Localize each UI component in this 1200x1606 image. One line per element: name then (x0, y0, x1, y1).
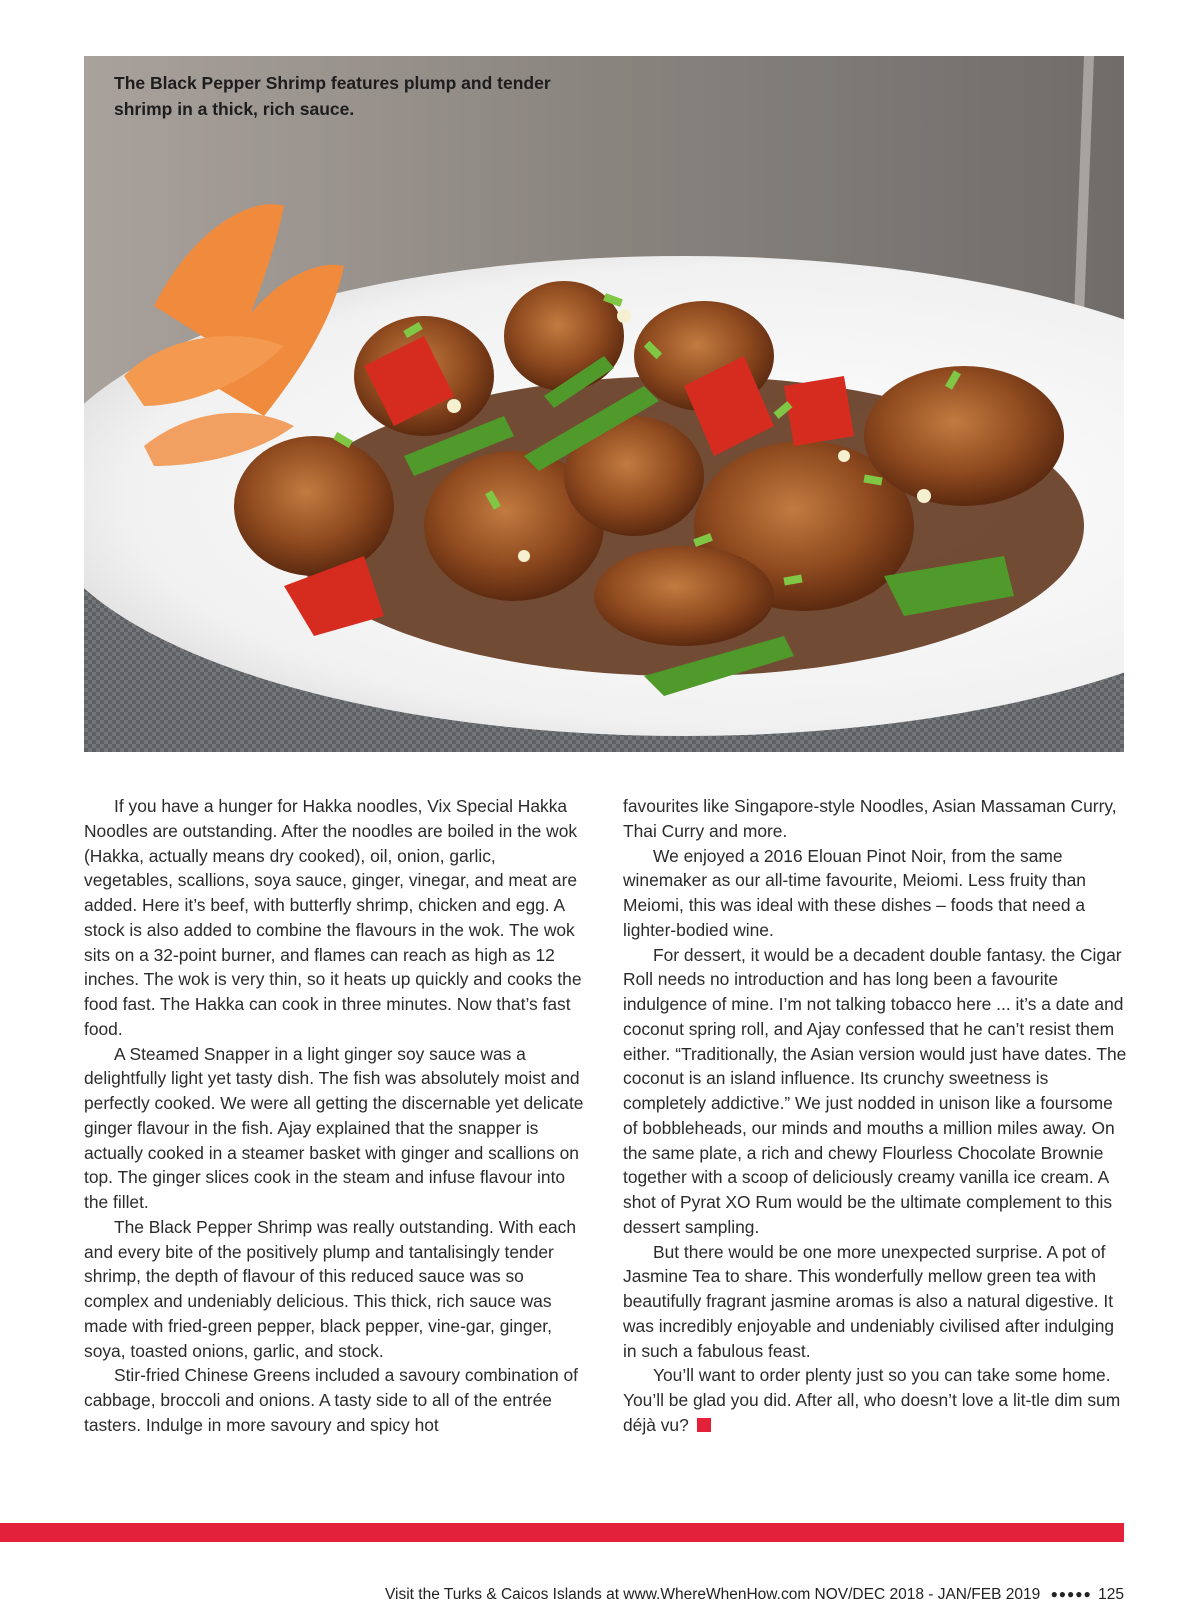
paragraph-wine: We enjoyed a 2016 Elouan Pinot Noir, from the same winemaker as our all-time favourite, Meiomi. Less fruity than Meiomi, this was ideal with these dishes – foods that need a lighter-bodied wine. (623, 845, 1086, 940)
paragraph-steamed-snapper: A Steamed Snapper in a light ginger soy sauce was a delightfully light yet tasty dish. The fish was absolutely moist and perfectly cooked. We were all getting the discernable yet delicate ginger flavour in the fish. Ajay explained that the snapper is actually cooked in a steamer basket with ginger and scallions on top. The ginger slices cook in the steam and infuse flavour into the fillet. (84, 1043, 584, 1212)
footer-dots-icon: ●●●●● (1050, 1587, 1092, 1601)
food-photo (84, 56, 1124, 752)
shrimp-dish-image (84, 56, 1124, 752)
page-number: 125 (1098, 1586, 1124, 1603)
paragraph-jasmine-tea: But there would be one more unexpected surprise. A pot of Jasmine Tea to share. This wonderfully mellow green tea with beautifully fragrant jasmine aromas is also a natural digestive. It was incredibly enjoyable and undeniably civilised after indulging in such a fabulous feast. (623, 1241, 1115, 1361)
closing-text: You’ll want to order plenty just so you can take some home. You’ll be glad you did. After all, who doesn’t love a lit-tle dim sum déjà vu? (623, 1365, 1121, 1435)
end-mark-icon (697, 1418, 711, 1432)
photo-caption: The Black Pepper Shrimp features plump and tender shrimp in a thick, rich sauce. (114, 73, 551, 119)
article-column-left (84, 794, 589, 1438)
paragraph-chinese-greens: Stir-fried Chinese Greens included a savoury combination of cabbage, broccoli and onions. A tasty side to all of the entrée tasters. Indulge in more savoury and spicy hot (84, 1365, 578, 1435)
paragraph-continuation: favourites like Singapore-style Noodles, Asian Massaman Curry, Thai Curry and more. (623, 796, 1117, 841)
paragraph-closing (623, 1363, 1128, 1437)
article-column-right (623, 794, 1128, 1438)
paragraph-hakka-noodles: If you have a hunger for Hakka noodles, Vix Special Hakka Noodles are outstanding. After the noodles are boiled in the wok (Hakka, actually means dry cooked), oil, onion, garlic, vegetables, scallions, soya sauce, ginger, vinegar, and meat are added. Here it’s beef, with butterfly shrimp, chicken and egg. A stock is also added to combine the flavours in the wok. The wok sits on a 32-point burner, and flames can reach as high as 12 inches. The wok is very thin, so it heats up quickly and cooks the food fast. The Hakka can cook in three minutes. Now that’s fast food. (84, 796, 582, 1039)
page-footer (385, 1584, 1124, 1605)
paragraph-dessert: For dessert, it would be a decadent double fantasy. the Cigar Roll needs no introduction and has long been a favourite indulgence of mine. I’m not talking tobacco here ... it’s a date and coconut spring roll, and Ajay confessed that he can’t resist them either. “Traditionally, the Asian version would just have dates. The coconut is an island influence. Its crunchy sweetness is completely addictive.” We just nodded in unison like a foursome of bobbleheads, our minds and mouths a million miles away. On the same plate, a rich and chewy Flourless Chocolate Brownie together with a scoop of deliciously creamy vanilla ice cream. A shot of Pyrat XO Rum would be the ultimate complement to this dessert sampling. (623, 944, 1127, 1237)
footer-red-rule (0, 1523, 1124, 1542)
paragraph-black-pepper-shrimp: The Black Pepper Shrimp was really outstanding. With each and every bite of the positively plump and tantalisingly tender shrimp, the depth of flavour of this reduced sauce was so complex and undeniably delicious. This thick, rich sauce was made with fried-green pepper, black pepper, vine-gar, ginger, soya, toasted onions, garlic, and stock. (84, 1216, 577, 1361)
footer-text: Visit the Turks & Caicos Islands at www.WhereWhenHow.com NOV/DEC 2018 - JAN/FEB 2019 (384, 1586, 1041, 1603)
